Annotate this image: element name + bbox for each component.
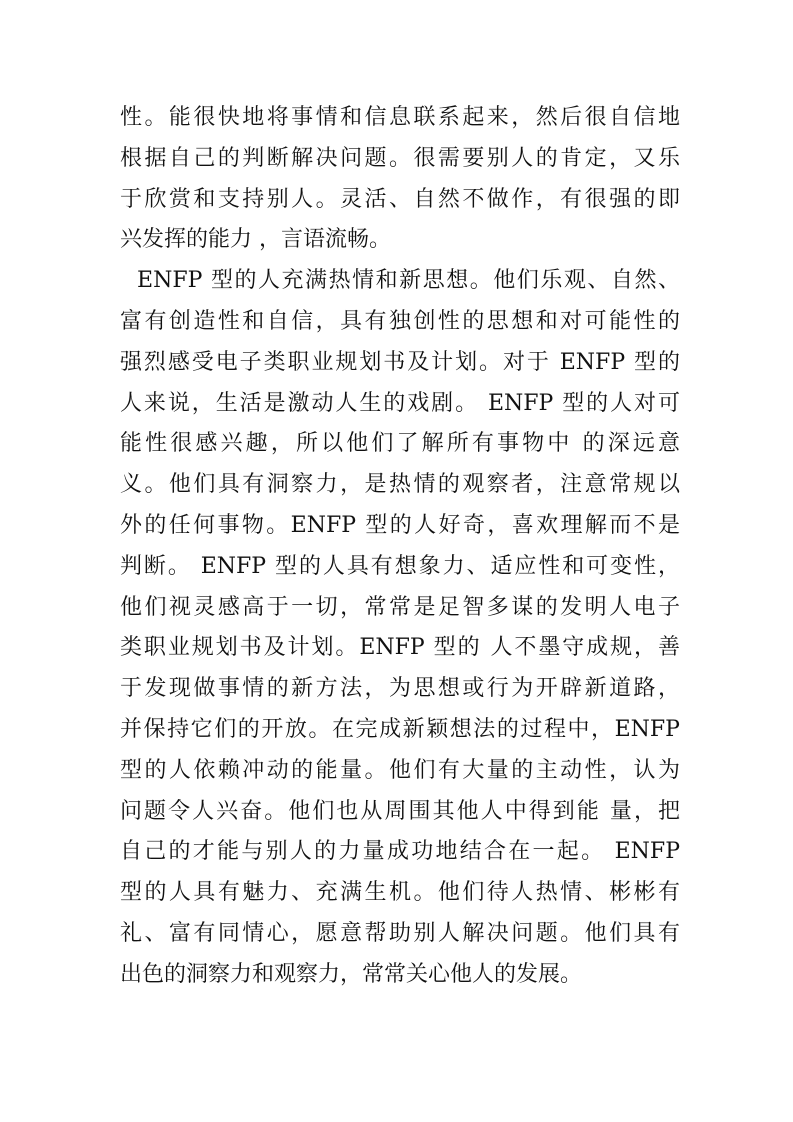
text-line: 型的人具有魅力、充满生机。他们待人热情、彬彬有 [120, 880, 680, 906]
text-line: 型的人依赖冲动的能量。他们有大量的主动性，认为 [120, 757, 680, 783]
body-text [120, 98, 680, 996]
text-line: 礼、富有同情心，愿意帮助别人解决问题。他们具有 [120, 920, 680, 946]
text-line: ENFP 型的人充满热情和新思想。他们乐观、自然、 [120, 268, 680, 294]
text-line: 人来说，生活是激动人生的戏剧。 ENFP 型的人对可 [120, 390, 680, 416]
text-line: 出色的洞察力和观察力，常常关心他人的发展。 [120, 961, 583, 987]
text-line: 于发现做事情的新方法，为思想或行为开辟新道路， [120, 676, 680, 702]
text-line: 强烈感受电子类职业规划书及计划。对于 ENFP 型的 [120, 349, 680, 375]
text-line: 判断。 ENFP 型的人具有想象力、适应性和可变性， [120, 553, 680, 579]
text-line: 能性很感兴趣，所以他们了解所有事物中 的深远意 [120, 431, 680, 457]
text-line: 义。他们具有洞察力，是热情的观察者，注意常规以 [120, 472, 680, 498]
text-line: 并保持它们的开放。在完成新颖想法的过程中，ENFP [120, 716, 680, 742]
text-line: 富有创造性和自信，具有独创性的思想和对可能性的 [120, 308, 680, 334]
text-line: 于欣赏和支持别人。灵活、自然不做作，有很强的即 [120, 186, 680, 212]
text-line: 他们视灵感高于一切，常常是足智多谋的发明人电子 [120, 594, 680, 620]
text-line: 问题令人兴奋。他们也从周围其他人中得到能 量，把 [120, 798, 680, 824]
text-line: 根据自己的判断解决问题。很需要别人的肯定，又乐 [120, 145, 680, 171]
text-line: 性。能很快地将事情和信息联系起来，然后很自信地 [120, 105, 680, 130]
text-line: 自己的才能与别人的力量成功地结合在一起。 ENFP [120, 839, 680, 865]
text-line: 外的任何事物。ENFP 型的人好奇，喜欢理解而不是 [120, 512, 680, 538]
text-line: 兴发挥的能力 ，言语流畅。 [120, 227, 391, 253]
text-line: 类职业规划书及计划。ENFP 型的 人不墨守成规，善 [120, 635, 680, 661]
